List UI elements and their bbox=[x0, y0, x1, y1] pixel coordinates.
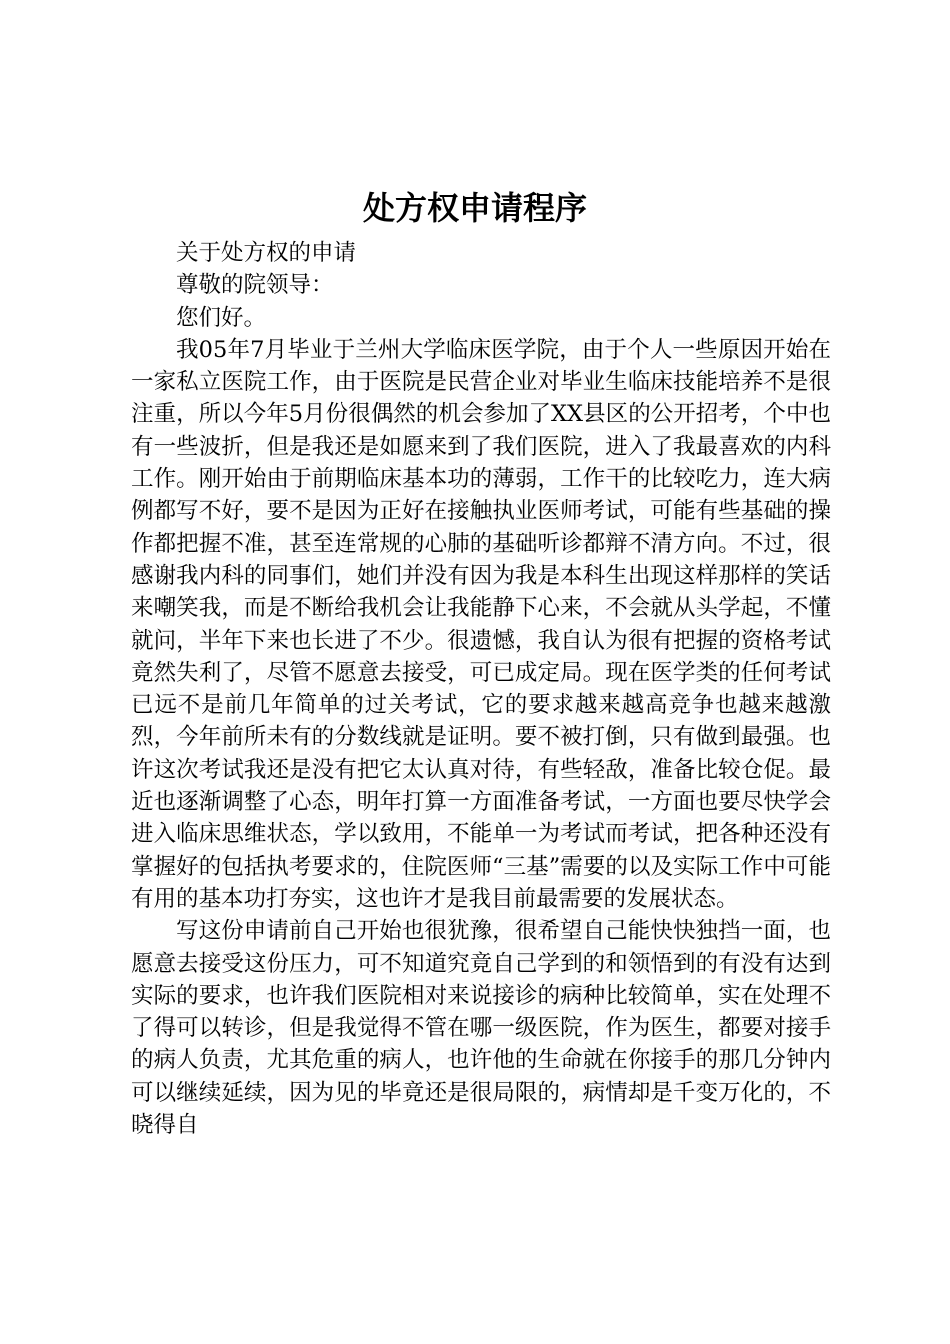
subject-line: 关于处方权的申请 bbox=[176, 240, 357, 266]
body-paragraph: 我05年7月毕业于兰州大学临床医学院，由于个人一些原因开始在一家私立医院工作，由于医院是民营企业对毕业生临床技能培养不是很注重，所以今年5月份很偶然的机会参加了XX县区的公开招考，个中也有一些波折，但是我还是如愿来到了我们医院，进入了我最喜欢的内科工作。刚开始由于前期临床基本功的薄弱，工作干的比较吃力，连大病例都写不好，要不是因为正好在接触执业医师考试，可能有些基础的操作都把握不准，甚至连常规的心肺的基础听诊都辩不清方向。不过，很感谢我内科的同事们，她们并没有因为我是本科生出现这样那样的笑话来嘲笑我，而是不断给我机会让我能静下心来，不会就从头学起，不懂就问，半年下来也长进了不少。很遗憾，我自认为很有把握的资格考试竟然失利了，尽管不愿意去接受，可已成定局。现在医学类的任何考试已远不是前几年简单的过关考试，它的要求越来越高竞争也越来越激烈，今年前所未有的分数线就是证明。要不被打倒，只有做到最强。也许这次考试我还是没有把它太认真对待，有些轻敌，准备比较仓促。最近也逐渐调整了心态，明年打算一方面准备考试，一方面也要尽快学会进入临床思维状态，学以致用，不能单一为考试而考试，把各种还没有掌握好的包括执考要求的，住院医师“三基”需要的以及实际工作中可能有用的基本功打夯实，这也许才是我目前最需要的发展状态。 bbox=[131, 336, 831, 912]
greeting: 您们好。 bbox=[176, 304, 267, 331]
document-title: 处方权申请程序 bbox=[362, 189, 587, 227]
salutation: 尊敬的院领导： bbox=[176, 272, 334, 299]
body-paragraph: 写这份申请前自己开始也很犹豫，很希望自己能快快独挡一面，也愿意去接受这份压力，可不知道究竟自己学到的和领悟到的有没有达到实际的要求，也许我们医院相对来说接诊的病种比较简单，实在处理不了得可以转诊，但是我觉得不管在哪一级医院，作为医生，都要对接手的病人负责，尤其危重的病人，也许他的生命就在你接手的那几分钟内可以继续延续，因为见的毕竟还是很局限的，病情却是千变万化的，不晓得自 bbox=[131, 918, 831, 1139]
document-body bbox=[131, 237, 831, 1141]
